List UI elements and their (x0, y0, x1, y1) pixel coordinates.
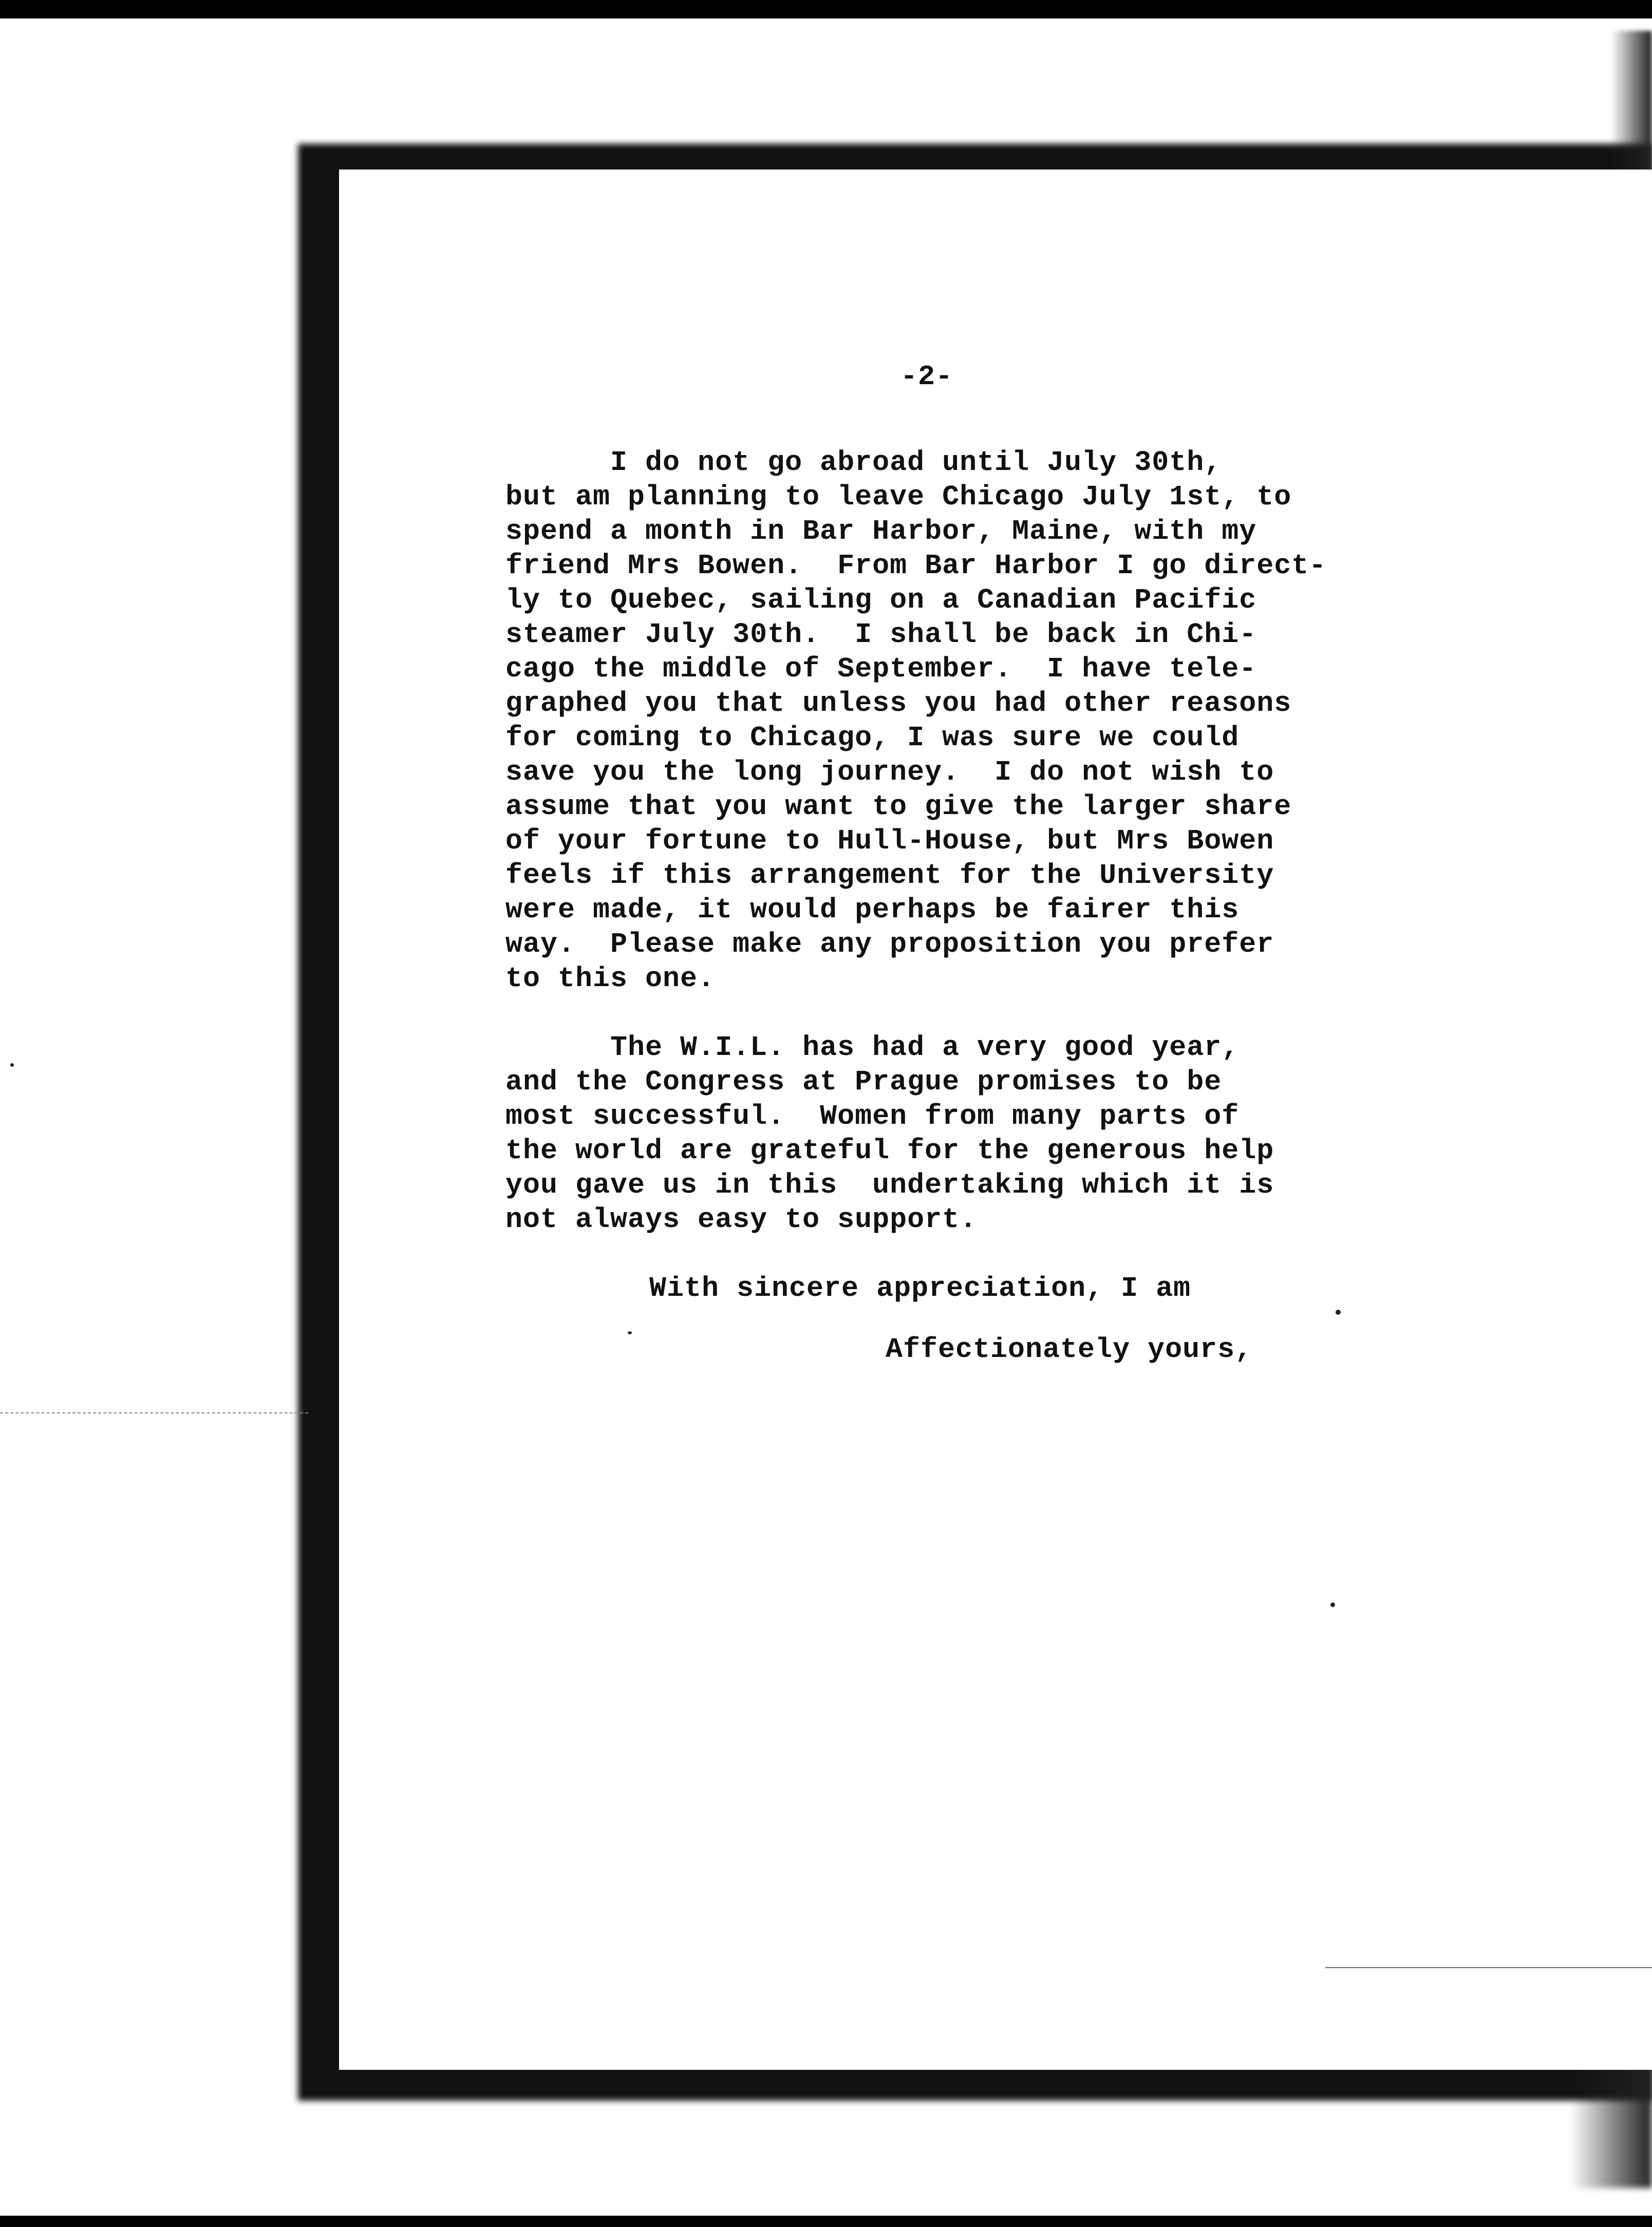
signoff-line: Affectionately yours, (886, 1333, 1253, 1366)
scan-border-bottom (0, 2216, 1652, 2227)
text-line: The W.I.L. has had a very good year, (505, 1031, 1240, 1064)
text-line: for coming to Chicago, I was sure we could (505, 722, 1240, 754)
letter-body (505, 360, 1471, 1367)
text-line: were made, it would perhaps be fairer this (505, 894, 1240, 926)
text-line: graphed you that unless you had other reasons (505, 687, 1292, 720)
toner-speck (628, 1331, 632, 1334)
text-line: friend Mrs Bowen. From Bar Harbor I go direct- (505, 550, 1327, 582)
text-line: spend a month in Bar Harbor, Maine, with my (505, 515, 1257, 548)
paragraph-travel-plans (505, 445, 1471, 996)
text-line: steamer July 30th. I shall be back in Chi- (505, 618, 1257, 651)
text-line: feels if this arrangement for the University (505, 859, 1274, 892)
text-line: to this one. (505, 962, 716, 995)
paragraph-wil-congress (505, 1030, 1471, 1237)
text-line: ly to Quebec, sailing on a Canadian Pacific (505, 584, 1257, 616)
text-line: I do not go abroad until July 30th, (505, 446, 1222, 479)
text-line: save you the long journey. I do not wish to (505, 756, 1274, 788)
text-line: but am planning to leave Chicago July 1st, to (505, 481, 1292, 513)
fold-line-left (0, 1412, 308, 1414)
scan-border-top (0, 0, 1652, 18)
text-line: way. Please make any proposition you prefer (505, 928, 1274, 960)
text-line: the world are grateful for the generous help (505, 1135, 1274, 1167)
toner-speck (10, 1063, 14, 1067)
text-line: cago the middle of September. I have tele- (505, 653, 1257, 685)
text-line: you gave us in this undertaking which it is (505, 1169, 1274, 1201)
text-line: not always easy to support. (505, 1203, 978, 1236)
text-line: assume that you want to give the larger share (505, 790, 1292, 823)
text-line: most successful. Women from many parts of (505, 1100, 1240, 1133)
text-line: of your fortune to Hull-House, but Mrs Bowen (505, 825, 1274, 857)
photocopy-shadow-right (1611, 31, 1652, 185)
fold-line-right (1325, 1967, 1652, 1968)
text-line: and the Congress at Prague promises to be (505, 1066, 1222, 1098)
toner-speck (1336, 1310, 1341, 1315)
page-number: -2- (900, 361, 953, 393)
closing-line: With sincere appreciation, I am (649, 1272, 1191, 1305)
toner-speck (1330, 1602, 1335, 1607)
